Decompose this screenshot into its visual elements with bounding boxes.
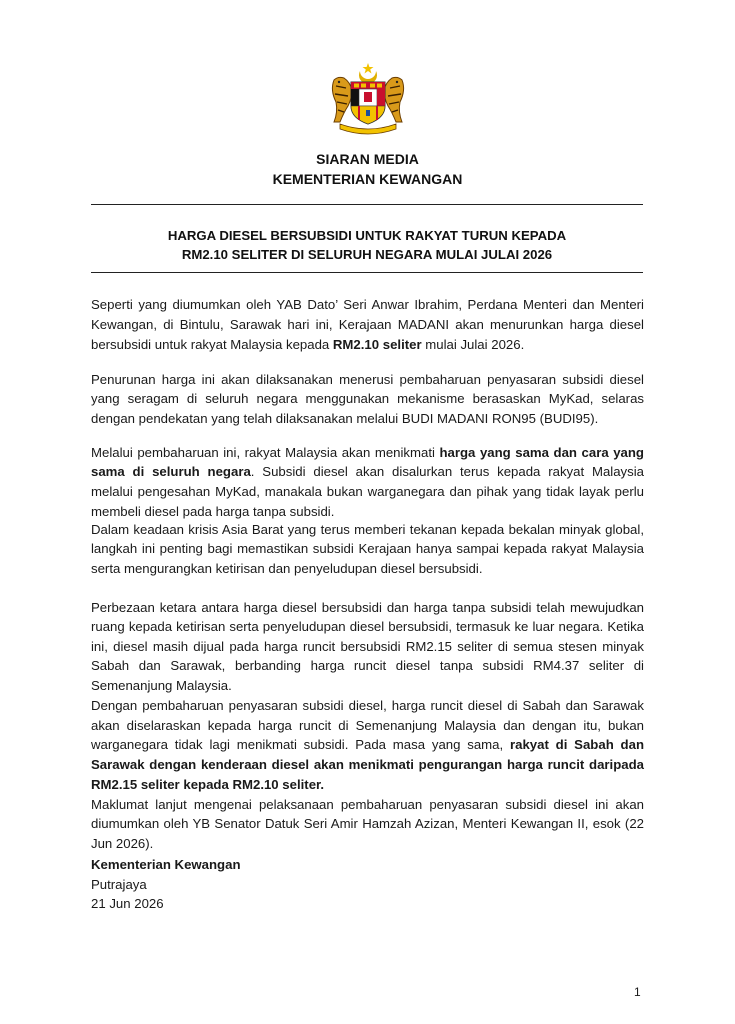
media-release-label: SIARAN MEDIA — [316, 151, 419, 167]
paragraph-line: Seperti yang diumumkan oleh YAB Dato’ Seri Anwar Ibrahim, Perdana Menteri dan Menteri — [91, 297, 644, 312]
highlight-text: rakyat di Sabah dan — [509, 737, 645, 752]
paragraph-line: Semenanjung Malaysia. — [91, 678, 232, 693]
paragraph-line: Jun 2026). — [91, 836, 154, 851]
release-title-line: HARGA DIESEL BERSUBSIDI UNTUK RAKYAT TURUN KEPADA — [167, 228, 567, 243]
highlight-price: RM2.10 seliter — [332, 337, 422, 352]
paragraph-line: dengan pendekatan yang telah dilaksanakan melalui BUDI MADANI RON95 (BUDI95). — [91, 411, 599, 426]
page-number: 1 — [634, 985, 641, 999]
paragraph-line: membeli diesel pada harga tanpa subsidi. — [91, 504, 335, 519]
paragraph-line: melalui pengesahan MyKad, manakala bukan warganegara dan pihak yang tidak layak perlu — [91, 484, 644, 499]
paragraph-line — [91, 776, 324, 793]
text-run: warganegara tidak lagi menikmati subsidi. Pada masa yang sama, — [91, 737, 510, 752]
text-run: mulai Julai 2026. — [421, 337, 525, 352]
text-run: bersubsidi untuk rakyat Malaysia kepada — [91, 337, 333, 352]
paragraph-line — [91, 336, 524, 353]
paragraph-line: Dalam keadaan krisis Asia Barat yang terus memberi tekanan kepada bekalan minyak global, — [91, 522, 644, 537]
paragraph-line — [91, 736, 644, 753]
paragraph-line: Dengan pembaharuan penyasaran subsidi diesel, harga runcit diesel di Sabah dan Sarawak — [91, 698, 644, 713]
highlight-text: sama di seluruh negara — [91, 464, 251, 479]
issue-place: Putrajaya — [91, 877, 147, 892]
paragraph-line: langkah ini penting bagi memastikan subsidi Kerajaan hanya sampai kepada rakyat Malaysia — [91, 541, 644, 556]
title-top-rule — [91, 204, 643, 205]
title-bottom-rule — [91, 272, 643, 273]
paragraph-line: Sabah dan Sarawak, berbanding harga runcit diesel tanpa subsidi RM4.37 seliter di — [91, 658, 644, 673]
ministry-name: KEMENTERIAN KEWANGAN — [272, 171, 463, 187]
issue-date: 21 Jun 2026 — [91, 896, 164, 911]
paragraph-line: serta mengurangkan ketirisan dan penyeludupan diesel bersubsidi. — [91, 561, 483, 576]
paragraph-line — [91, 444, 644, 461]
release-title-line: RM2.10 SELITER DI SELURUH NEGARA MULAI JULAI 2026 — [181, 247, 553, 262]
paragraph-line: Kewangan, di Bintulu, Sarawak hari ini, Kerajaan MADANI akan menurunkan harga diesel — [91, 317, 644, 332]
text-run: . Subsidi diesel akan disalurkan terus kepada rakyat Malaysia — [250, 464, 644, 479]
issuer-name: Kementerian Kewangan — [91, 857, 241, 872]
paragraph-line: Penurunan harga ini akan dilaksanakan menerusi pembaharuan penyasaran subsidi diesel — [91, 372, 644, 387]
coat-of-arms-malaysia-icon — [326, 62, 410, 136]
paragraph-line: ruang kepada ketirisan serta penyeludupan diesel bersubsidi, termasuk ke luar negara. Ketika — [91, 619, 644, 634]
highlight-text: RM2.15 seliter kepada RM2.10 seliter. — [91, 777, 325, 792]
highlight-text: Sarawak dengan kenderaan diesel akan menikmati pengurangan harga runcit daripada — [91, 757, 644, 772]
paragraph-line: diumumkan oleh YB Senator Datuk Seri Amir Hamzah Azizan, Menteri Kewangan II, esok (22 — [91, 816, 644, 831]
text-run: Melalui pembaharuan ini, rakyat Malaysia akan menikmati — [91, 445, 440, 460]
paragraph-line: ini, diesel masih dijual pada harga runcit bersubsidi RM2.15 seliter di semua stesen minyak — [91, 639, 644, 654]
paragraph-line — [91, 756, 644, 773]
paragraph-line: Perbezaan ketara antara harga diesel bersubsidi dan harga tanpa subsidi telah mewujudkan — [91, 600, 644, 615]
paragraph-line: yang seragam di seluruh negara menggunakan mekanisme berasaskan MyKad, selaras — [91, 391, 644, 406]
paragraph-line: akan diselaraskan kepada harga runcit di Semenanjung Malaysia dan dengan itu, bukan — [91, 718, 644, 733]
highlight-text: harga yang sama dan cara yang — [439, 445, 644, 460]
paragraph-line — [91, 463, 644, 480]
paragraph-line: Maklumat lanjut mengenai pelaksanaan pembaharuan penyasaran subsidi diesel ini akan — [91, 797, 644, 812]
